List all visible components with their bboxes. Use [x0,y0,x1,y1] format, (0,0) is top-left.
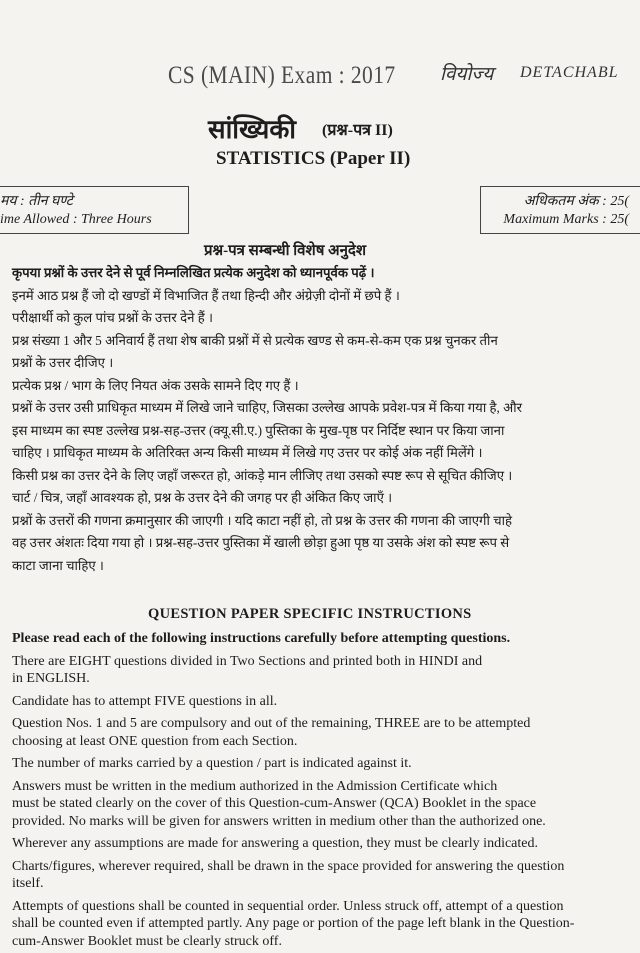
english-line: Charts/figures, wherever required, shall be drawn in the space provided for answering the question [12,858,565,874]
subject-title-english: STATISTICS (Paper II) [216,148,411,169]
hindi-line: वह उत्तर अंशतः दिया गया हो । प्रश्न-सह-उत्तर पुस्तिका में खाली छोड़ा हुआ पृष्ठ या उसके अंश को स्पष्ट रूप से [12,535,510,550]
time-allowed-hindi: मय : तीन घण्टे [0,194,73,209]
english-line: provided. No marks will be given for answers written in medium other than the authorized one. [12,813,546,829]
english-line: Question Nos. 1 and 5 are compulsory and out of the remaining, THREE are to be attempted [12,716,531,731]
hindi-line: प्रश्न संख्या 1 और 5 अनिवार्य हैं तथा शेष बाकी प्रश्नों में से प्रत्येक खण्ड से कम-से-कम एक प्रश्न चुनकर तीन [12,332,498,348]
english-line: The number of marks carried by a question / part is indicated against it. [12,756,412,771]
english-instructions [12,630,632,950]
time-allowed-box [0,186,189,234]
hindi-line: इनमें आठ प्रश्न हैं जो दो खण्डों में विभाजित हैं तथा हिन्दी और अंग्रेज़ी दोनों में छपे हैं । [12,287,400,303]
hindi-instructions-heading: प्रश्न-पत्र सम्बन्धी विशेष अनुदेश [204,243,367,259]
english-line: Answers must be written in the medium authorized in the Admission Certificate which [12,778,498,794]
english-line: Wherever any assumptions are made for answering a question, they must be clearly indicated. [12,836,538,851]
hindi-line: कृपया प्रश्नों के उत्तर देने से पूर्व निम्नलिखित प्रत्येक अनुदेश को ध्यानपूर्वक पढ़ें । [12,265,375,280]
hindi-line: प्रत्येक प्रश्न / भाग के लिए नियत अंक उसके सामने दिए गए हैं । [12,377,299,393]
hindi-instructions [12,262,632,577]
english-line: Attempts of questions shall be counted in sequential order. Unless struck off, attempt of a question [12,898,564,914]
time-allowed-english: ime Allowed : Three Hours [0,212,152,227]
detachable-label-hindi: वियोज्य [440,64,494,85]
maximum-marks-english: Maximum Marks : 25( [503,212,629,227]
english-line: shall be counted even if attempted partly. Any page or portion of the page left blank in the Question- [12,916,575,931]
hindi-line: चार्ट / चित्र, जहाँ आवश्यक हो, प्रश्न के उत्तर देने की जगह पर ही अंकित किए जाएँ । [12,490,393,505]
hindi-line: प्रश्नों के उत्तरों की गणना क्रमानुसार की जाएगी । यदि काटा नहीं हो, तो प्रश्न के उत्तर की गणना की जाएगी चाहे [12,512,512,528]
detachable-label-english: DETACHABL [520,64,619,81]
english-line: itself. [12,876,44,891]
hindi-line: प्रश्नों के उत्तर उसी प्राधिकृत माध्यम में लिखे जाने चाहिए, जिसका उल्लेख आपके प्रवेश-पत्र में किया गया है, और [12,400,523,415]
hindi-line: परीक्षार्थी को कुल पांच प्रश्नों के उत्तर देने हैं । [12,310,214,325]
english-line: choosing at least ONE question from each Section. [12,733,298,749]
hindi-line: इस माध्यम का स्पष्ट उल्लेख प्रश्न-सह-उत्तर (क्यू.सी.ए.) पुस्तिका के मुख-पृष्ठ पर निर्दिष्ट स्थान पर किया जाना [12,422,505,438]
english-line: Candidate has to attempt FIVE questions in all. [12,693,278,709]
exam-title: CS (MAIN) Exam : 2017 [168,62,396,89]
english-line: in ENGLISH. [12,671,90,686]
subject-title-hindi: सांख्यिकी [208,115,297,144]
english-line: There are EIGHT questions divided in Two Sections and printed both in HINDI and [12,653,483,669]
maximum-marks-hindi: अधिकतम अंक : 25( [523,194,629,209]
hindi-line: चाहिए । प्राधिकृत माध्यम के अतिरिक्त अन्य किसी माध्यम में लिखे गए उत्तर पर कोई अंक नहीं मिलेंगे । [12,445,483,460]
hindi-line: किसी प्रश्न का उत्तर देने के लिए जहाँ जरूरत हो, आंकड़े मान लीजिए तथा उसको स्पष्ट रूप से सूचित कीजिए । [12,467,513,483]
english-intro: Please read each of the following instructions carefully before attempting questions. [12,631,511,646]
hindi-line: काटा जाना चाहिए । [12,557,104,573]
english-line: cum-Answer Booklet must be clearly struck off. [12,933,282,949]
english-line: must be stated clearly on the cover of this Question-cum-Answer (QCA) Booklet in the space [12,796,537,811]
english-instructions-heading: QUESTION PAPER SPECIFIC INSTRUCTIONS [148,606,472,622]
paper-label-hindi: (प्रश्न-पत्र II) [322,122,393,139]
hindi-line: प्रश्नों के उत्तर दीजिए । [12,355,114,370]
maximum-marks-box [480,186,640,234]
